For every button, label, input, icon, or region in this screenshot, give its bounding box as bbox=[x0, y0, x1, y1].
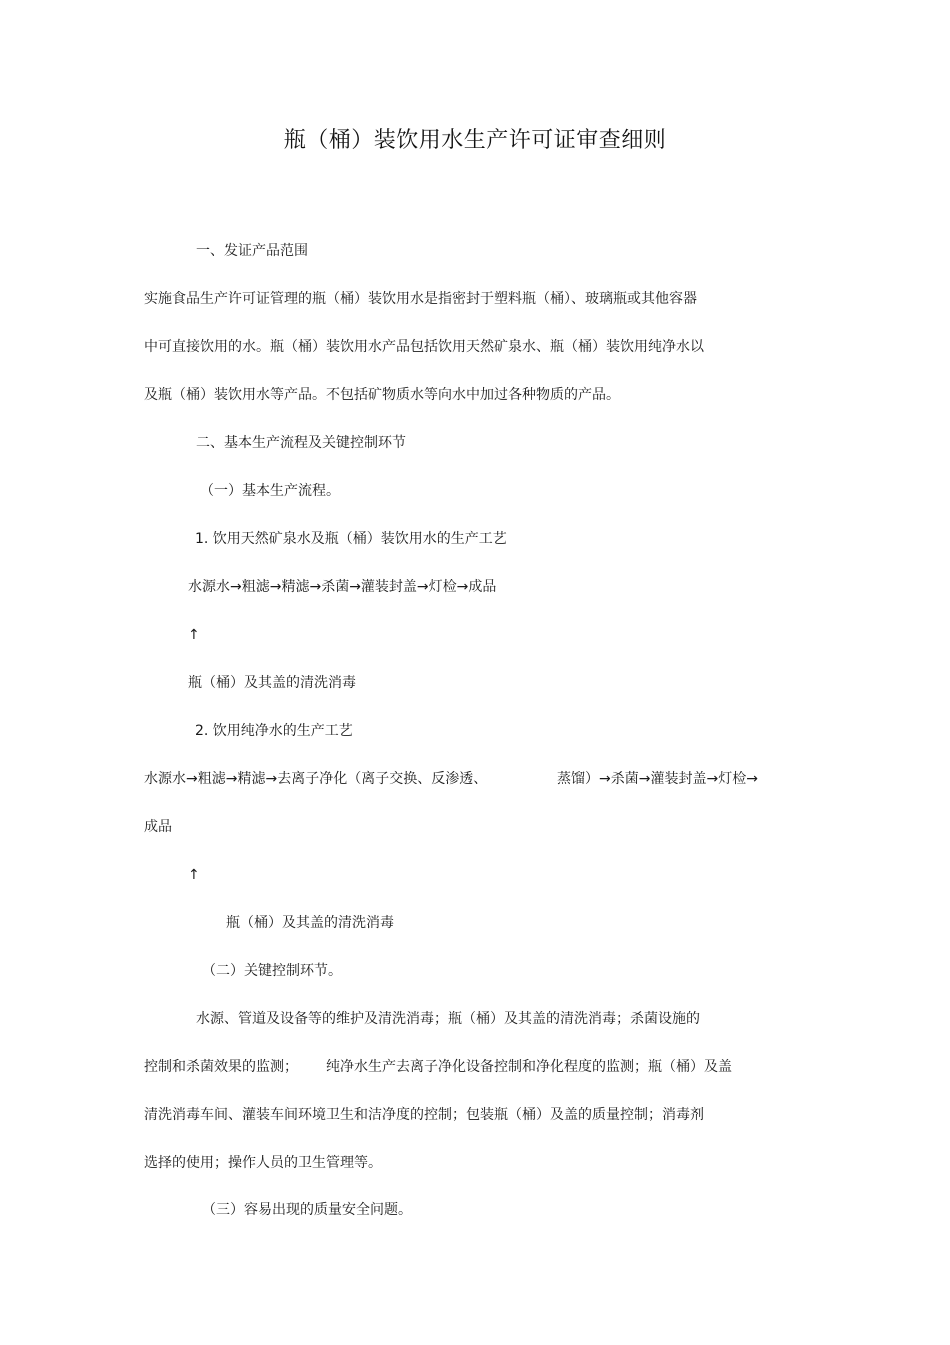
section1-heading: 一、发证产品范围 bbox=[196, 243, 308, 259]
process1-title: 1. 饮用天然矿泉水及瓶（桶）装饮用水的生产工艺 bbox=[195, 531, 507, 547]
process2-up-arrow: ↑ bbox=[188, 867, 200, 883]
process1-up-arrow: ↑ bbox=[188, 627, 200, 643]
process2-title: 2. 饮用纯净水的生产工艺 bbox=[195, 723, 353, 739]
subsection2-paragraph-line1: 水源、管道及设备等的维护及清洗消毒；瓶（桶）及其盖的清洗消毒；杀菌设施的 bbox=[196, 1011, 700, 1027]
process2-flow-line2: 成品 bbox=[144, 819, 172, 835]
section2-heading: 二、基本生产流程及关键控制环节 bbox=[196, 435, 406, 451]
process2-branch: 瓶（桶）及其盖的清洗消毒 bbox=[226, 915, 394, 931]
process2-flow-part2: 蒸馏）→杀菌→灌装封盖→灯检→ bbox=[557, 771, 758, 787]
subsection1-heading: （一）基本生产流程。 bbox=[200, 483, 340, 499]
section1-paragraph-line3: 及瓶（桶）装饮用水等产品。不包括矿物质水等向水中加过各种物质的产品。 bbox=[144, 387, 620, 403]
section1-paragraph-line2: 中可直接饮用的水。瓶（桶）装饮用水产品包括饮用天然矿泉水、瓶（桶）装饮用纯净水以 bbox=[144, 339, 704, 355]
subsection2-paragraph-line4: 选择的使用；操作人员的卫生管理等。 bbox=[144, 1155, 382, 1171]
process2-flow-part1: 水源水→粗滤→精滤→去离子净化（离子交换、反渗透、 bbox=[144, 771, 488, 787]
subsection2-heading: （二）关键控制环节。 bbox=[202, 963, 342, 979]
process1-branch: 瓶（桶）及其盖的清洗消毒 bbox=[188, 675, 356, 691]
subsection3-heading: （三）容易出现的质量安全问题。 bbox=[202, 1202, 412, 1218]
subsection2-paragraph-line2-part2: 纯净水生产去离子净化设备控制和净化程度的监测；瓶（桶）及盖 bbox=[326, 1059, 732, 1075]
subsection2-paragraph-line2-part1: 控制和杀菌效果的监测； bbox=[144, 1059, 298, 1075]
subsection2-paragraph-line3: 清洗消毒车间、灌装车间环境卫生和洁净度的控制；包装瓶（桶）及盖的质量控制；消毒剂 bbox=[144, 1107, 704, 1123]
document-title: 瓶（桶）装饮用水生产许可证审查细则 bbox=[283, 128, 667, 153]
process1-flow: 水源水→粗滤→精滤→杀菌→灌装封盖→灯检→成品 bbox=[188, 579, 497, 595]
section1-paragraph-line1: 实施食品生产许可证管理的瓶（桶）装饮用水是指密封于塑料瓶（桶）、玻璃瓶或其他容器 bbox=[144, 291, 697, 307]
